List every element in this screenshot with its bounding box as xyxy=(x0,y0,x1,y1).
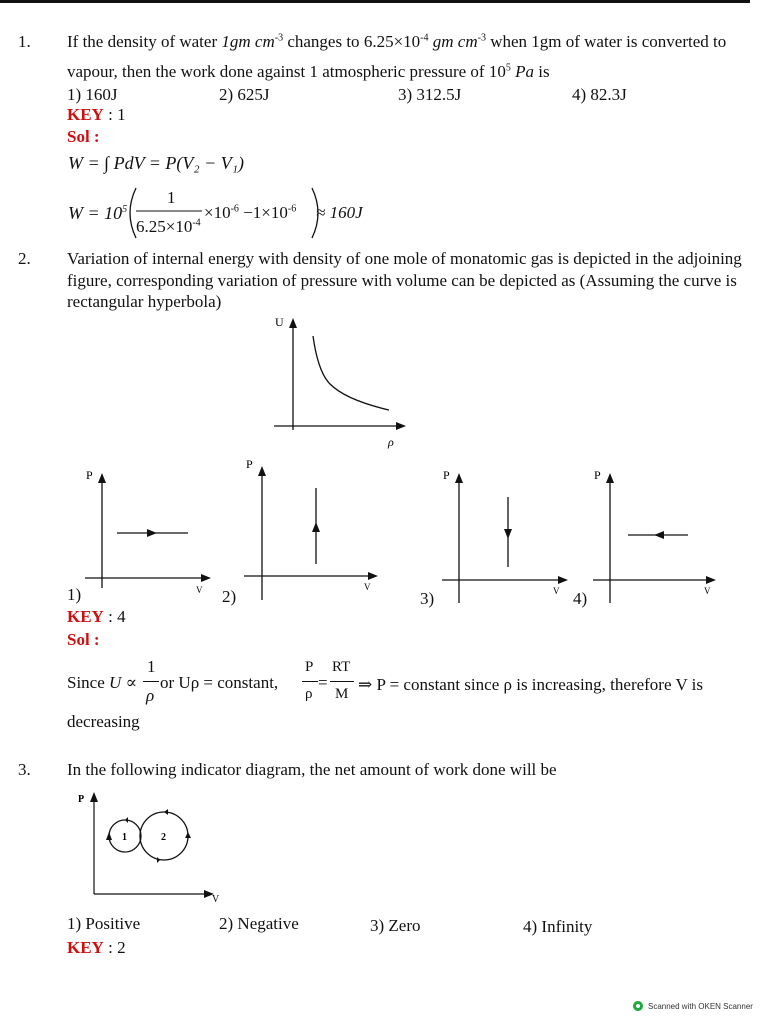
question-2-text-line3: rectangular hyperbola) xyxy=(67,292,222,311)
option-4-label: 4) xyxy=(573,589,588,608)
scanner-logo-icon xyxy=(633,1001,643,1011)
loop-1-arrow-top xyxy=(125,817,128,823)
question-1-option-3: 3) 312.5J xyxy=(398,85,462,104)
option-2-p-label: P xyxy=(246,457,253,471)
option-4-p-label: P xyxy=(594,468,601,482)
loop-2-arrow-right xyxy=(185,832,191,838)
loop-1-label: 1 xyxy=(122,832,127,843)
question-1-option-2: 2) 625J xyxy=(219,85,270,104)
option-2-v-label: V xyxy=(364,582,371,592)
question-2-sol-line2: decreasing xyxy=(67,712,140,731)
question-2-sol-label: Sol : xyxy=(67,630,100,649)
question-2-sol-frac1-den: ρ xyxy=(146,686,155,705)
question-1-equation-2-result: ≈ 160J xyxy=(316,203,363,222)
option-4-pv-graph xyxy=(588,463,723,608)
question-3-option-1: 1) Positive xyxy=(67,914,141,933)
indicator-diagram xyxy=(72,786,222,906)
question-2-sol-frac2-num: P xyxy=(305,659,314,675)
loop-2-arrow-bottom xyxy=(157,857,160,863)
question-2-text-line1: Variation of internal energy with density of one mole of monatomic gas is depicted in the adjoining xyxy=(67,249,742,268)
question-1-option-4: 4) 82.3J xyxy=(572,85,627,104)
question-3-option-4: 4) Infinity xyxy=(523,917,593,936)
option-1-p-label: P xyxy=(86,468,93,482)
indicator-v-label: V xyxy=(212,894,220,905)
question-2-sol-frac1-bar xyxy=(143,681,159,682)
question-1-sol-label: Sol : xyxy=(67,127,100,146)
question-2-sol-frac2-bar xyxy=(302,681,318,682)
option-1-arrow-right xyxy=(147,529,157,537)
option-1-label: 1) xyxy=(67,585,82,604)
scanner-watermark-text: Scanned with OKEN Scanner xyxy=(648,1001,753,1011)
question-2-key: KEY : 4 xyxy=(67,607,126,626)
question-2-sol-frac3-num: RT xyxy=(332,659,351,675)
question-3-text: In the following indicator diagram, the net amount of work done will be xyxy=(67,760,557,779)
question-1-key: KEY : 1 xyxy=(67,105,126,124)
question-3-key: KEY : 2 xyxy=(67,938,126,957)
question-2-sol-constant: or Uρ = constant, xyxy=(160,673,279,692)
question-1-equation-1: W = ∫ PdV = P(V₂ − V₁) xyxy=(68,153,245,173)
option-3-label: 3) xyxy=(420,589,435,608)
option-3-p-label: P xyxy=(443,468,450,482)
scanner-watermark xyxy=(633,1001,753,1011)
u-axis-arrow xyxy=(289,318,297,328)
option-4-arrow-left xyxy=(654,531,664,539)
rho-axis-arrow xyxy=(396,422,406,430)
loop-2-arrow-top xyxy=(164,809,168,815)
question-2-sol-frac2-den: ρ xyxy=(305,686,313,702)
question-3-option-2: 2) Negative xyxy=(219,914,299,933)
question-1-number: 1. xyxy=(18,32,31,51)
question-3-option-3: 3) Zero xyxy=(370,916,421,935)
question-2-sol-frac3-den: M xyxy=(335,686,349,702)
loop-2-label: 2 xyxy=(161,832,166,843)
option-3-pv-graph xyxy=(437,463,577,608)
u-axis-label: U xyxy=(275,315,284,329)
loop-1-arrow-up xyxy=(106,832,112,840)
question-2-sol-since: Since U ∝ xyxy=(67,673,138,692)
question-1-equation-2-lhs: $W = 10^5$ xyxy=(68,203,128,223)
option-3-arrow-down xyxy=(504,529,512,539)
rho-axis-label: ρ xyxy=(388,435,394,449)
question-1-equation-2-numerator: 1 xyxy=(167,188,176,207)
option-1-pv-graph xyxy=(80,463,220,608)
option-2-pv-graph xyxy=(238,452,388,607)
option-4-v-label: V xyxy=(704,586,711,596)
question-1-equation-2-rhs: $\times 10^{-6} -1\times 10^{-6}$ xyxy=(204,203,297,222)
question-1-option-1: 1) 160J xyxy=(67,85,118,104)
option-2-label: 2) xyxy=(222,587,237,606)
question-2-text-line2: figure, corresponding variation of pressure with volume can be depicted as (Assuming the curve is xyxy=(67,271,737,290)
question-2-sol-conclusion: ⇒ P = constant since ρ is increasing, therefore V is xyxy=(358,675,704,694)
indicator-p-label: P xyxy=(78,794,85,805)
option-2-arrow-up xyxy=(312,522,320,532)
question-2-sol-frac1-num: 1 xyxy=(147,657,156,676)
option-3-v-label: V xyxy=(553,586,560,596)
question-2-sol-frac3-bar xyxy=(330,681,354,682)
u-rho-graph xyxy=(266,312,416,457)
question-1-text-line2: vapour, then the work done against 1 atmospheric pressure of $10^5$ Pa is xyxy=(67,62,550,81)
question-3-number: 3. xyxy=(18,760,31,779)
question-2-sol-equals: = xyxy=(318,673,328,692)
question-1-equation-2-denominator: $6.25\times 10^{-4}$ xyxy=(136,217,201,236)
option-1-v-label: V xyxy=(196,585,203,595)
question-1-text-line1: If the density of water 1gm $cm^{-3}$ changes to $6.25\times 10^{-4}$ gm $cm^{-3}$ when 1gm of water is converted to xyxy=(67,32,727,51)
question-2-number: 2. xyxy=(18,249,31,268)
hyperbola-curve xyxy=(313,336,389,410)
top-rule xyxy=(0,0,750,3)
